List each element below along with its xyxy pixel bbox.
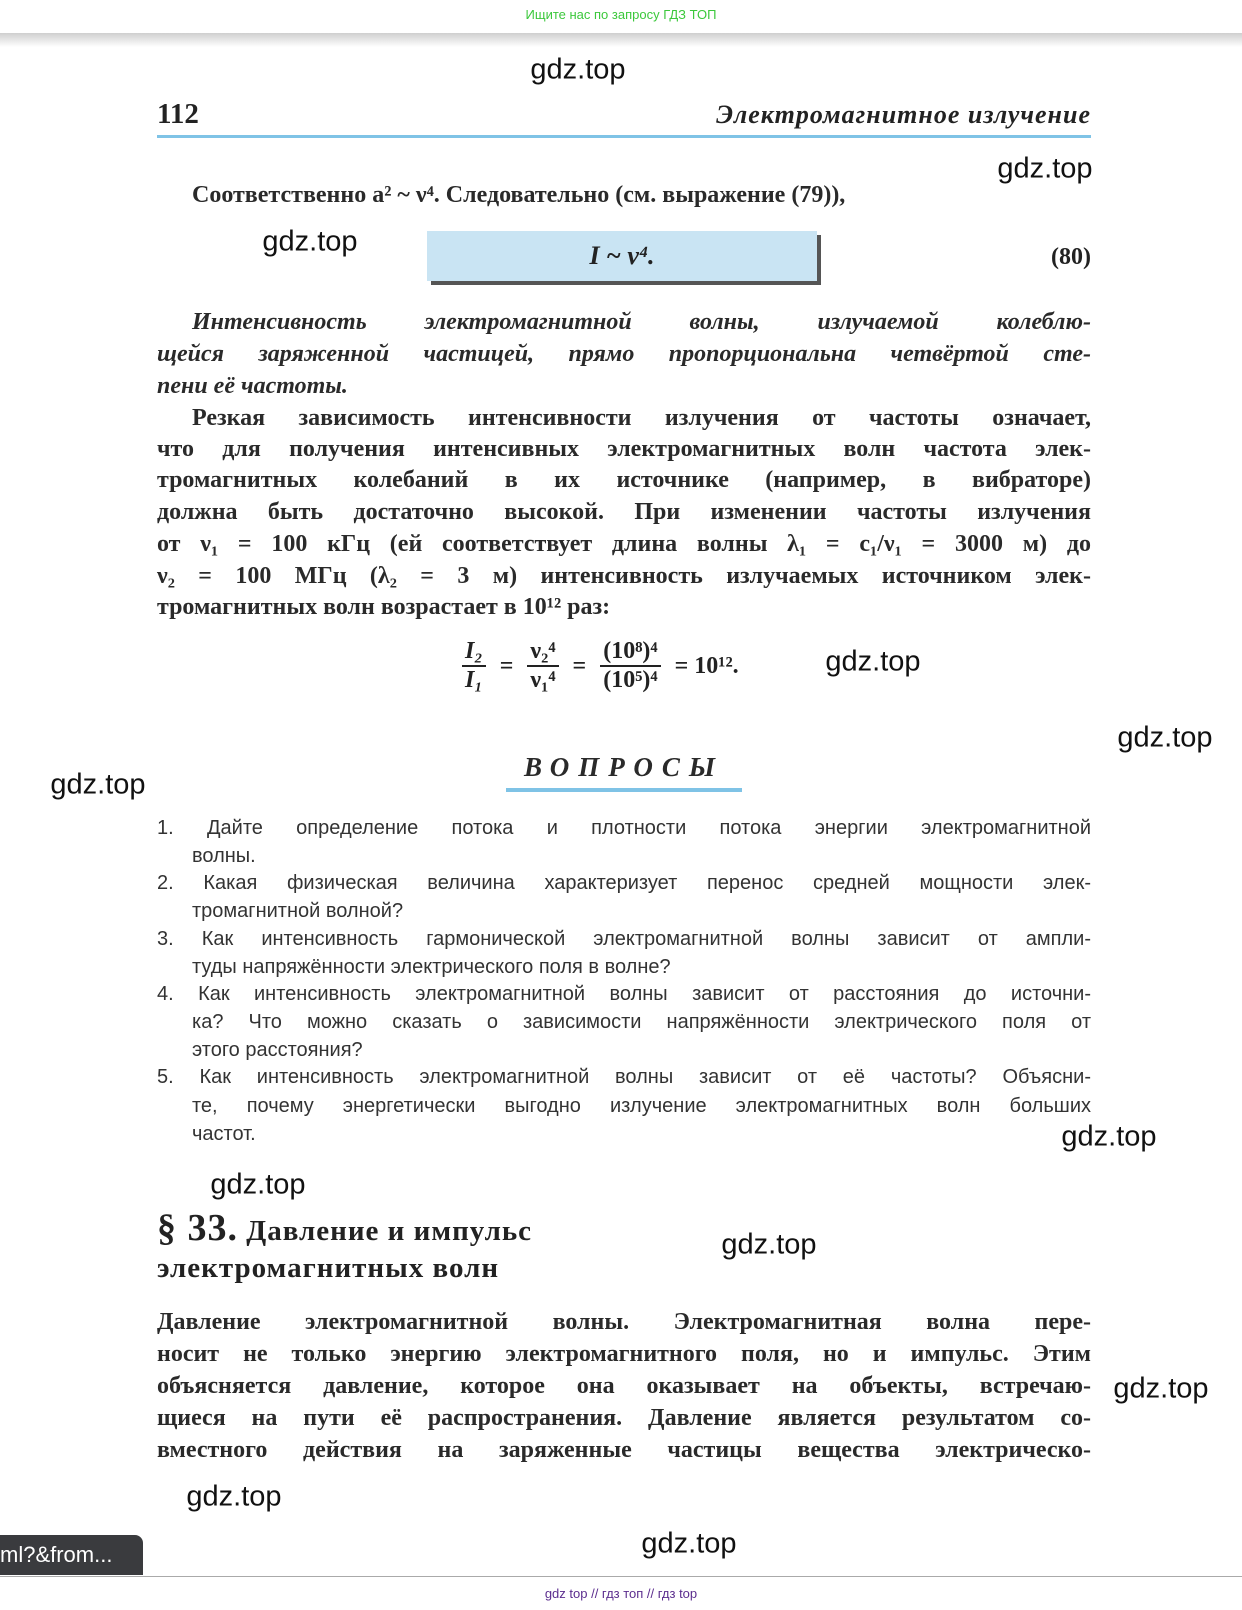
paragraph-line: ν₂ = 100 МГц (λ₂ = 3 м) интенсивность излучаемых источником элек-	[157, 563, 1091, 589]
equation-number: (80)	[1051, 244, 1091, 270]
question-line: 4. Как интенсивность электромагнитной волны зависит от расстояния до источни-	[157, 983, 1091, 1005]
ratio-formula	[462, 638, 739, 694]
question-line: волны.	[192, 845, 256, 867]
paragraph-line: тромагнитных колебаний в их источнике (например, в вибраторе)	[157, 467, 1091, 493]
section-title	[157, 1207, 533, 1287]
paragraph-line: должна быть достаточно высокой. При изменении частоты излучения	[157, 499, 1091, 525]
running-title: Электромагнитное излучение	[716, 100, 1091, 129]
paragraph-line: вместного действия на заряженные частицы вещества электрическо-	[157, 1437, 1091, 1463]
numerator: (10⁸)⁴	[600, 638, 660, 667]
fraction	[600, 638, 660, 694]
link-url-tooltip: ml?&from...	[0, 1535, 143, 1575]
footer-links[interactable]: gdz top // гдз топ // гдз top	[544, 1586, 698, 1601]
watermark: gdz.top	[262, 225, 358, 258]
intro-line: Соответственно a² ~ ν⁴. Следовательно (см. выражение (79)),	[192, 182, 846, 208]
watermark: gdz.top	[641, 1527, 737, 1560]
questions-underline	[506, 788, 742, 792]
denominator: ν₁⁴	[530, 667, 556, 693]
denominator: (10⁵)⁴	[603, 667, 658, 693]
italic-paragraph-line: Интенсивность электромагнитной волны, излучаемой колеблю-	[192, 309, 1091, 335]
question-line: этого расстояния?	[192, 1039, 363, 1061]
paragraph-line: Давление электромагнитной волны. Электромагнитная волна пере-	[157, 1309, 1091, 1335]
italic-paragraph-line: пени её частоты.	[157, 373, 348, 399]
search-banner: Ищите нас по запросу ГДЗ ТОП	[0, 0, 1242, 33]
footer-divider	[0, 1576, 1242, 1577]
question-line: те, почему энергетически выгодно излучение электромагнитных волн больших	[192, 1095, 1091, 1117]
numerator: ν₂⁴	[527, 638, 558, 667]
question-line: тромагнитной волной?	[192, 900, 404, 922]
question-line: 3. Как интенсивность гармонической электромагнитной волны зависит от ампли-	[157, 928, 1091, 950]
paragraph-line: от ν₁ = 100 кГц (ей соответствует длина волны λ₁ = c₁/ν₁ = 3000 м) до	[157, 531, 1091, 557]
fraction	[527, 638, 558, 694]
watermark: gdz.top	[50, 768, 146, 801]
watermark: gdz.top	[186, 1480, 282, 1513]
watermark: gdz.top	[1061, 1120, 1157, 1153]
equals: =	[572, 652, 587, 679]
result: = 10¹².	[674, 652, 739, 679]
question-line: частот.	[192, 1123, 256, 1145]
denominator: I₁	[465, 667, 483, 693]
watermark: gdz.top	[721, 1228, 817, 1261]
watermark: gdz.top	[530, 53, 626, 86]
question-line: туды напряжённости электрического поля в волне?	[192, 956, 671, 978]
equation-box: I ~ ν⁴.	[427, 231, 817, 281]
questions-heading: ВОПРОСЫ	[523, 752, 725, 782]
question-line: 2. Какая физическая величина характеризует перенос средней мощности элек-	[157, 872, 1091, 894]
question-line: 5. Как интенсивность электромагнитной волны зависит от её частоты? Объясни-	[157, 1066, 1091, 1088]
watermark: gdz.top	[997, 152, 1093, 185]
fraction	[462, 638, 486, 694]
numerator: I₂	[462, 638, 486, 667]
equals: =	[499, 652, 514, 679]
question-line: ка? Что можно сказать о зависимости напряжённости электрического поля от	[192, 1011, 1091, 1033]
italic-paragraph-line: щейся заряженной частицей, прямо пропорциональна четвёртой сте-	[157, 341, 1091, 367]
paragraph-line: носит не только энергию электромагнитного поля, но и импульс. Этим	[157, 1341, 1091, 1367]
watermark: gdz.top	[210, 1168, 306, 1201]
paragraph-line: объясняется давление, которое она оказывает на объекты, встречаю-	[157, 1373, 1091, 1399]
watermark: gdz.top	[825, 645, 921, 678]
section-title-line2: электромагнитных волн	[157, 1252, 500, 1284]
watermark: gdz.top	[1117, 721, 1213, 754]
paragraph-line: Резкая зависимость интенсивности излучения от частоты означает,	[192, 405, 1091, 431]
paragraph-line: что для получения интенсивных электромагнитных волн частота элек-	[157, 436, 1091, 462]
watermark: gdz.top	[1113, 1372, 1209, 1405]
paragraph-line: тромагнитных волн возрастает в 10¹² раз:	[157, 594, 611, 620]
banner-shadow	[0, 33, 1242, 47]
section-title-line1: Давление и импульс	[246, 1215, 533, 1247]
question-line: 1. Дайте определение потока и плотности потока энергии электромагнитной	[157, 817, 1091, 839]
paragraph-line: щиеся на пути её распространения. Давление является результатом со-	[157, 1405, 1091, 1431]
section-mark: § 33.	[157, 1207, 238, 1249]
page-number: 112	[157, 98, 199, 130]
header-rule	[157, 135, 1091, 138]
